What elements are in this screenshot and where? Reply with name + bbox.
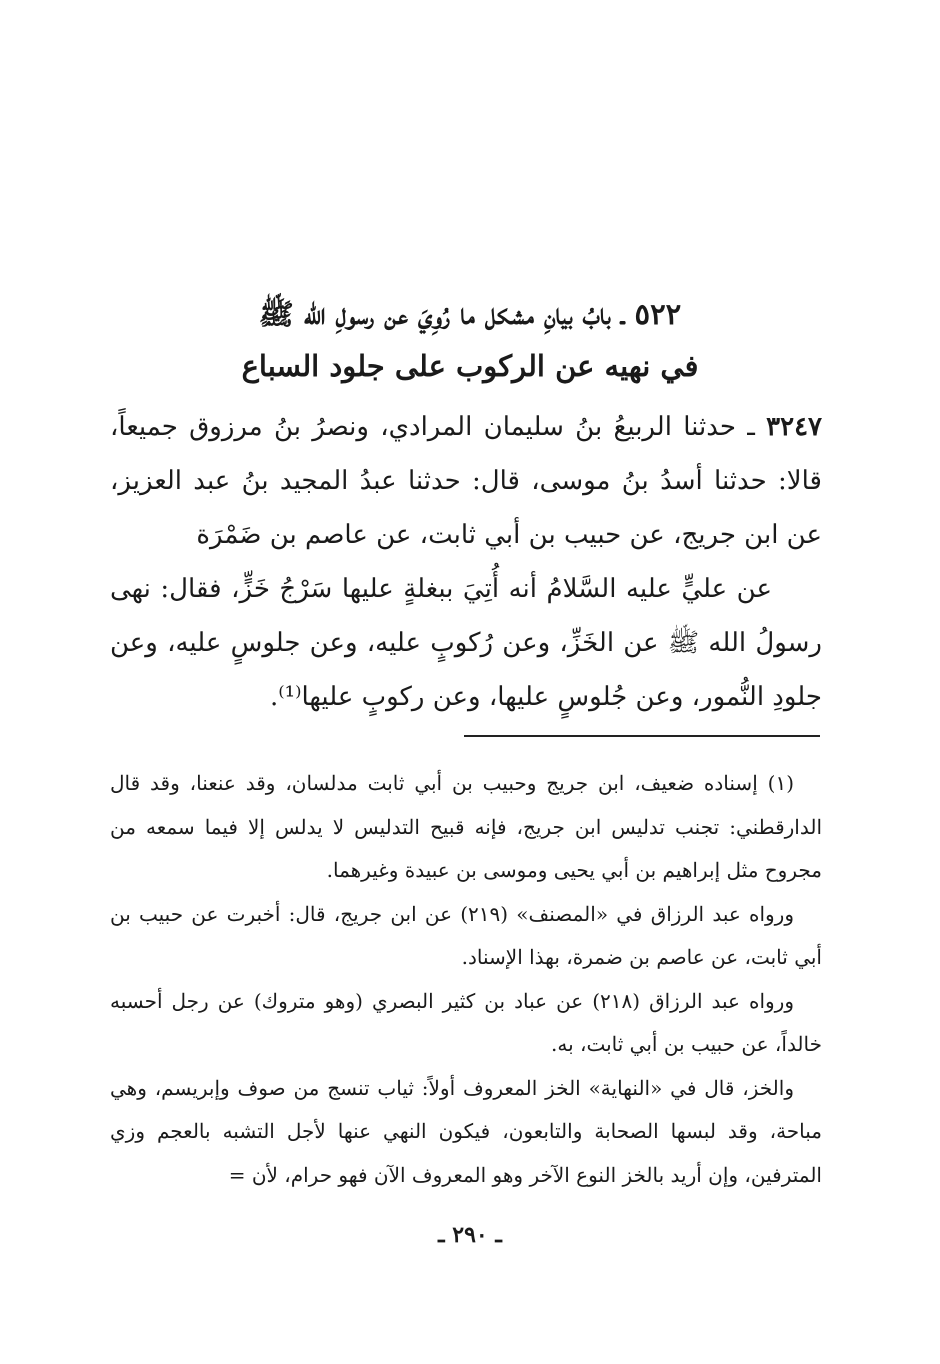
footnote-paragraph-3: ورواه عبد الرزاق (٢١٨) عن عباد بن كثير البصري (وهو متروك) عن رجل أحسبه خالداً، عن حبيب بن أبي ثابت، به.	[110, 988, 822, 1056]
chapter-title-line-2: في نهيه عن الركوب على جلود السباع	[241, 349, 699, 383]
hadith-number: ٣٢٤٧	[766, 412, 822, 442]
page-number: ـ ٢٩٠ ـ	[438, 1222, 502, 1248]
hadith-paragraph-1	[110, 400, 822, 562]
chapter-title-line-1: ٥٢٢ ـ بابُ بيانِ مشكل ما رُوِيَ عن رسولِ الله ﷺ	[258, 297, 682, 331]
hadith-text	[110, 400, 822, 724]
footnote-divider	[464, 735, 820, 737]
hadith-paragraph-2: عن عليٍّ عليه السَّلامُ أنه أُتِيَ ببغلةٍ عليها سَرْجُ خَزٍّ، فقال: نهى رسولُ الله ﷺ عن الخَزِّ، وعن رُكوبٍ عليه، وعن جلوسٍ عليه، وعن جلودِ النُّمور، وعن جُلوسٍ عليها، وعن ركوبٍ عليها⁽¹⁾.	[110, 574, 822, 712]
chapter-title	[110, 288, 830, 392]
hadith-isnad: ـ حدثنا الربيعُ بنُ سليمان المرادي، ونصرُ بنُ مرزوق جميعاً، قالا: حدثنا أسدُ بنُ موسى، قال: حدثنا عبدُ المجيد بنُ عبد العزيز، عن ابن جريج، عن حبيب بن أبي ثابت، عن عاصم بن ضَمْرَة	[110, 412, 822, 550]
footnote-paragraph-1: (١) إسناده ضعيف، ابن جريج وحبيب بن أبي ثابت مدلسان، وقد عنعنا، وقد قال الدارقطني: تجنب تدليس ابن جريج، فإنه قبيح التدليس لا يدلس إلا فيما سمعه من مجروح مثل إبراهيم بن أبي يحيى وموسى بن عبيدة وغيرهما.	[110, 771, 822, 882]
footnote-paragraph-4: والخز، قال في «النهاية» الخز المعروف أولاً: ثياب تنسج من صوف وإبريسم، وهي مباحة، وقد لبسها الصحابة والتابعون، فيكون النهي عنها لأجل التشبه بالعجم وزي المترفين، وإن أريد بالخز النوع الآخر وهو المعروف الآن فهو حرام، لأن =	[110, 1075, 822, 1187]
footnotes	[110, 762, 822, 1197]
footnote-paragraph-2: ورواه عبد الرزاق في «المصنف» (٢١٩) عن ابن جريج، قال: أخبرت عن حبيب بن أبي ثابت، عن عاصم بن ضمرة، بهذا الإسناد.	[110, 901, 822, 969]
